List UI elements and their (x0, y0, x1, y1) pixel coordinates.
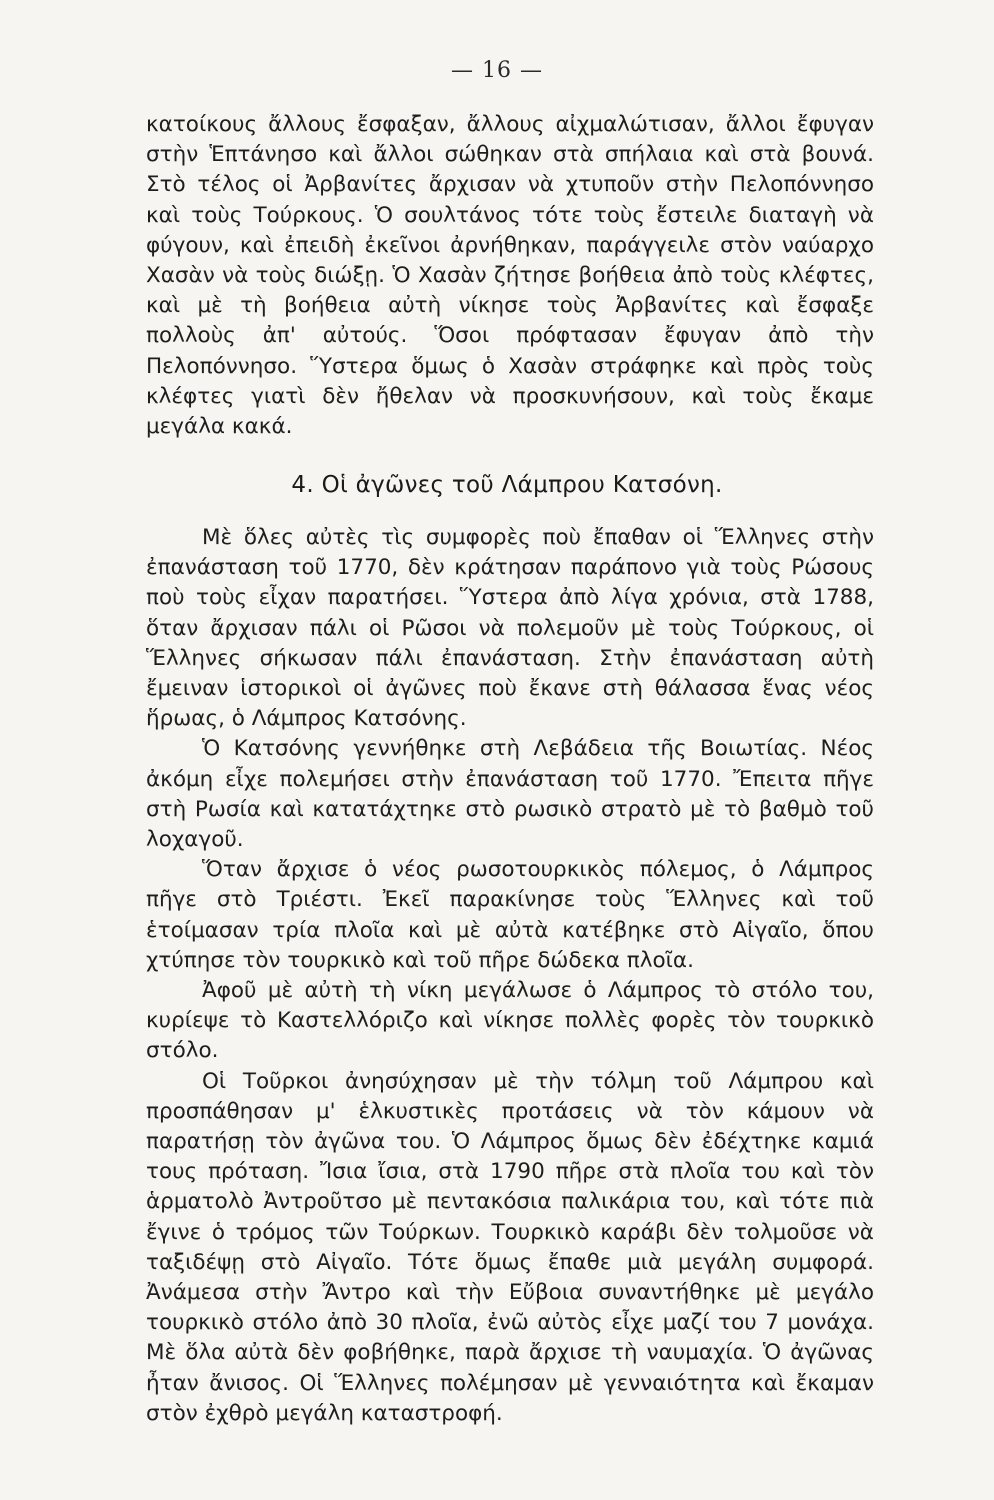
section-paragraph-2: Ὁ Κατσόνης γεννήθηκε στὴ Λεβάδεια τῆς Βοιωτίας. Νέος ἀκόμη εἶχε πολεμήσει στὴν ἐπανάσταση τοῦ 1770. Ἔπειτα πῆγε στὴ Ρωσία καὶ κατατάχτηκε στὸ ρωσικὸ στρατὸ μὲ τὸ βαθμὸ τοῦ λοχαγοῦ. (146, 736, 874, 853)
page-number: — 16 — (451, 58, 543, 83)
section-text-block (146, 523, 874, 1429)
intro-text-block (146, 110, 874, 442)
section-heading: 4. Οἱ ἀγῶνες τοῦ Λάμπρου Κατσόνη. (291, 472, 723, 498)
section-paragraph-1: Μὲ ὅλες αὐτὲς τὶς συμφορὲς ποὺ ἔπαθαν οἱ Ἕλληνες στὴν ἐπανάσταση τοῦ 1770, δὲν κράτησαν παράπονο γιὰ τοὺς Ρώσους ποὺ τοὺς εἶχαν παρατήσει. Ὕστερα ἀπὸ λίγα χρόνια, στὰ 1788, ὅταν ἄρχισαν πάλι οἱ Ρῶσοι νὰ πολεμοῦν μὲ τοὺς Τούρκους, οἱ Ἕλληνες σήκωσαν πάλι ἐπανάσταση. Στὴν ἐπανάσταση αὐτὴ ἔμειναν ἱστορικοὶ οἱ ἀγῶνες ποὺ ἔκανε στὴ θάλασσα ἕνας νέος ἥρωας, ὁ Λάμπρος Κατσόνης. (146, 525, 874, 732)
section-paragraph-4: Ἀφοῦ μὲ αὐτὴ τὴ νίκη μεγάλωσε ὁ Λάμπρος τὸ στόλο του, κυρίεψε τὸ Καστελλόριζο καὶ νίκησε πολλὲς φορὲς τὸν τουρκικὸ στόλο. (146, 978, 874, 1064)
section-paragraph-5: Οἱ Τοῦρκοι ἀνησύχησαν μὲ τὴν τόλμη τοῦ Λάμπρου καὶ προσπάθησαν μ' ἑλκυστικὲς προτάσεις νὰ τὸν κάμουν νὰ παρατήσῃ τὸν ἀγῶνα του. Ὁ Λάμπρος ὅμως δὲν ἐδέχτηκε καμιά τους πρόταση. Ἴσια ἴσια, στὰ 1790 πῆρε στὰ πλοῖα του καὶ τὸν ἁρματολὸ Ἀντροῦτσο μὲ πεντακόσια παλικάρια του, καὶ τότε πιὰ ἔγινε ὁ τρόμος τῶν Τούρκων. Τουρκικὸ καράβι δὲν τολμοῦσε νὰ ταξιδέψῃ στὸ Αἰγαῖο. Τότε ὅμως ἔπαθε μιὰ μεγάλη συμφορά. Ἀνάμεσα στὴν Ἄντρο καὶ τὴν Εὔβοια συναντήθηκε μὲ μεγάλο τουρκικὸ στόλο ἀπὸ 30 πλοῖα, ἐνῶ αὐτὸς εἶχε μαζί του 7 μονάχα. Μὲ ὅλα αὐτὰ δὲν φοβήθηκε, παρὰ ἄρχισε τὴ ναυμαχία. Ὁ ἀγῶνας ἦταν ἄνισος. Οἱ Ἕλληνες πολέμησαν μὲ γενναιότητα καὶ ἔκαμαν στὸν ἐχθρὸ μεγάλη καταστροφή. (146, 1068, 874, 1426)
intro-paragraph: κατοίκους ἄλλους ἔσφαξαν, ἄλλους αἰχμαλώτισαν, ἄλλοι ἔφυγαν στὴν Ἑπτάνησο καὶ ἄλλοι σώθηκαν στὰ σπήλαια καὶ στὰ βουνά. Στὸ τέλος οἱ Ἀρβανίτες ἄρχισαν νὰ χτυποῦν στὴν Πελοπόννησο καὶ τοὺς Τούρκους. Ὁ σουλτάνος τότε τοὺς ἔστειλε διαταγὴ νὰ φύγουν, καὶ ἐπειδὴ ἐκεῖνοι ἀρνήθηκαν, παράγγειλε στὸν ναύαρχο Χασὰν νὰ τοὺς διώξῃ. Ὁ Χασὰν ζήτησε βοήθεια ἀπὸ τοὺς κλέφτες, καὶ μὲ τὴ βοήθεια αὐτὴ νίκησε τοὺς Ἀρβανίτες καὶ ἔσφαξε πολλοὺς ἀπ' αὐτούς. Ὅσοι πρόφτασαν ἔφυγαν ἀπὸ τὴν Πελοπόννησο. Ὕστερα ὅμως ὁ Χασὰν στράφηκε καὶ πρὸς τοὺς κλέφτες γιατὶ δὲν ἤθελαν νὰ προσκυνήσουν, καὶ τοὺς ἔκαμε μεγάλα κακά. (146, 112, 874, 440)
section-paragraph-3: Ὅταν ἄρχισε ὁ νέος ρωσοτουρκικὸς πόλεμος, ὁ Λάμπρος πῆγε στὸ Τριέστι. Ἐκεῖ παρακίνησε τοὺς Ἕλληνες καὶ τοῦ ἑτοίμασαν τρία πλοῖα καὶ μὲ αὐτὰ κατέβηκε στὸ Αἰγαῖο, ὅπου χτύπησε τὸν τουρκικὸ καὶ τοῦ πῆρε δώδεκα πλοῖα. (146, 857, 874, 973)
